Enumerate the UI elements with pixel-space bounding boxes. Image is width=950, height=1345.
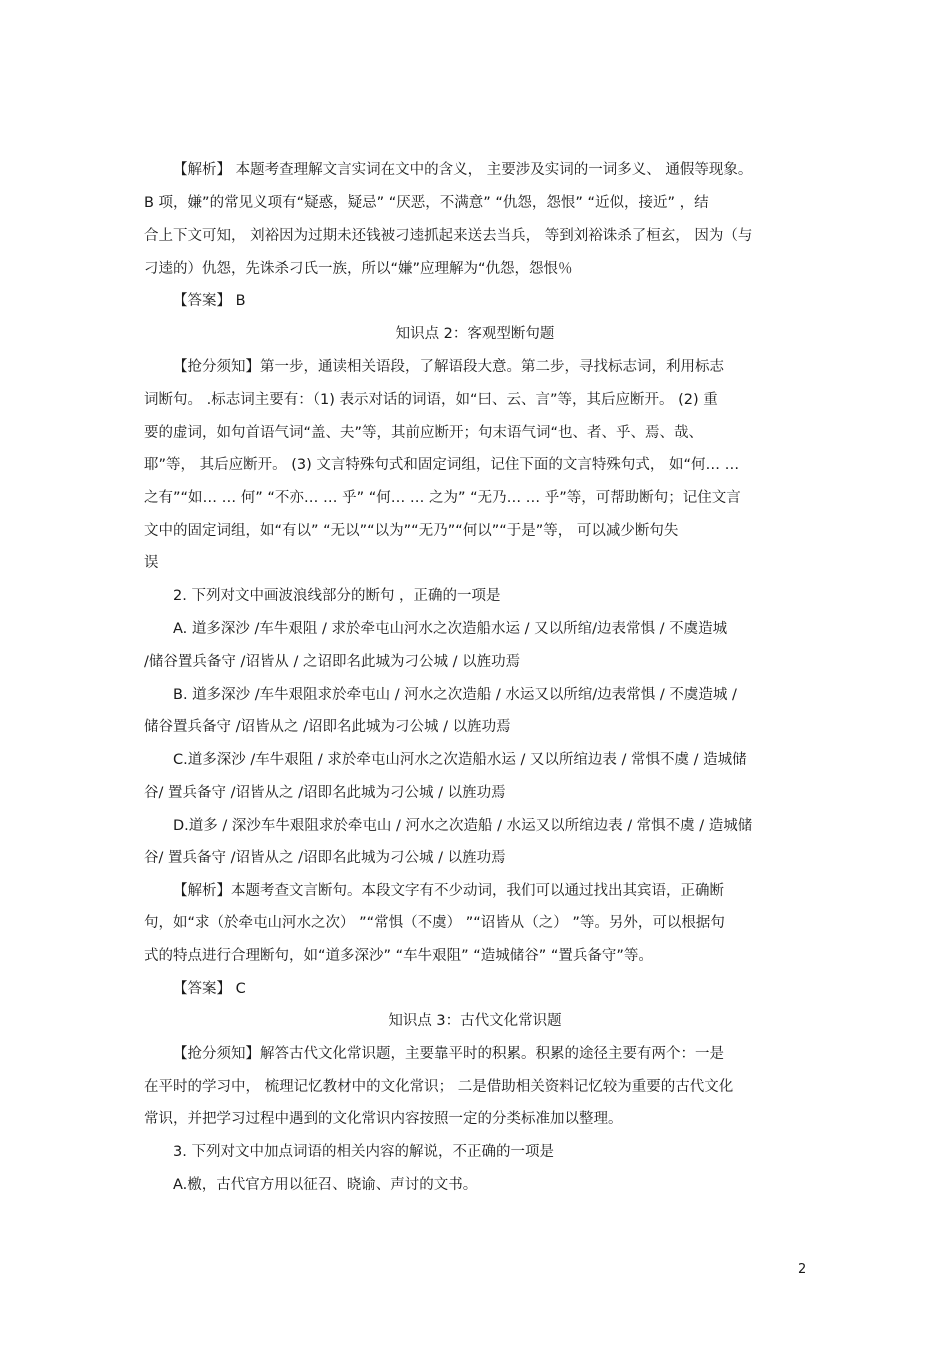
option-a: A.檄，古代官方用以征召、晓谕、声讨的文书。 [173, 1177, 478, 1193]
text-line: 在平时的学习中， 梳理记忆教材中的文化常识； 二是借助相关资料记忆较为重要的古代文化 [144, 1079, 734, 1095]
option-c: C.道多深沙 /车牛艰阻 / 求於牵屯山河水之次造船水运 / 又以所绾边表 / 常惧不虞 / 造城储 [173, 752, 747, 768]
text-line: 常识，并把学习过程中遇到的文化常识内容按照一定的分类标准加以整理。 [144, 1111, 623, 1127]
text-line: 【解析】本题考查文言断句。本段文字有不少动词，我们可以通过找出其宾语，正确断 [173, 883, 724, 899]
page-number: 2 [798, 1262, 807, 1277]
text-line: 合上下文可知， 刘裕因为过期未还钱被刁逵抓起来送去当兵， 等到刘裕诛杀了桓玄， 因为（与 [144, 228, 753, 244]
question-line: 2. 下列对文中画波浪线部分的断句 ，正确的一项是 [173, 588, 501, 604]
option-b-cont: 储谷置兵备守 /诏皆从之 /诏即名此城为刁公城 / 以旌功焉 [144, 719, 511, 735]
question-line: 3. 下列对文中加点词语的相关内容的解说，不正确的一项是 [173, 1144, 554, 1160]
option-a-cont: /储谷置兵备守 /诏皆从 / 之诏即名此城为刁公城 / 以旌功焉 [144, 654, 521, 670]
option-d-cont: 谷/ 置兵备守 /诏皆从之 /诏即名此城为刁公城 / 以旌功焉 [144, 850, 506, 866]
text-line: 之有”“如… … 何” “不亦… … 乎” “何… … 之为” “无乃… … 乎”等，可帮助断句；记住文言 [144, 490, 741, 506]
option-b: B. 道多深沙 /车牛艰阻求於牵屯山 / 河水之次造船 / 水运又以所绾/边表常惧 / 不虞造城 / [173, 687, 737, 703]
option-c-cont: 谷/ 置兵备守 /诏皆从之 /诏即名此城为刁公城 / 以旌功焉 [144, 785, 506, 801]
option-d: D.道多 / 深沙车牛艰阻求於牵屯山 / 河水之次造船 / 水运又以所绾边表 / 常惧不虞 / 造城储 [173, 818, 753, 834]
text-line: B 项，嫌”的常见义项有“疑惑，疑忌” “厌恶，不满意” “仇怨，怨恨” “近似，接近” ，结 [144, 195, 709, 211]
option-a: A. 道多深沙 /车牛艰阻 / 求於牵屯山河水之次造船水运 / 又以所绾/边表常惧 / 不虞造城 [173, 621, 728, 637]
text-line: 【抢分须知】解答古代文化常识题，主要靠平时的积累。积累的途径主要有两个：一是 [173, 1046, 724, 1062]
text-line: 文中的固定词组，如“有以” “无以”“以为”“无乃”“何以”“于是”等， 可以减少断句失 [144, 523, 679, 539]
text-line: 【解析】 本题考查理解文言实词在文中的含义， 主要涉及实词的一词多义、 通假等现象。 [173, 162, 753, 178]
text-line: 【抢分须知】第一步，通读相关语段，了解语段大意。第二步，寻找标志词，利用标志 [173, 359, 724, 375]
answer-line: 【答案】 C [173, 981, 246, 997]
answer-line: 【答案】 B [173, 293, 246, 309]
text-line: 式的特点进行合理断句，如“道多深沙” “车牛艰阻” “造城储谷” “置兵备守”等。 [144, 948, 653, 964]
text-line: 词断句。 .标志词主要有：（1) 表示对话的词语，如“曰、云、言”等，其后应断开。 (2) 重 [144, 392, 718, 408]
text-line: 耶”等， 其后应断开。 (3) 文言特殊句式和固定词组，记住下面的文言特殊句式， 如“何… … [144, 457, 740, 473]
text-line: 要的虚词，如句首语气词“盖、夫”等，其前应断开；句末语气词“也、者、乎、焉、哉、 [144, 425, 704, 441]
text-line: 刁逵的）仇怨，先诛杀刁氏一族，所以“嫌”应理解为“仇怨，怨恨％ [144, 261, 573, 277]
text-line: 误 [144, 555, 159, 571]
section-heading: 知识点 2：客观型断句题 [395, 326, 555, 342]
text-line: 句，如“求（於牵屯山河水之次） ”“常惧（不虞） ”“诏皆从（之） ”等。另外，可以根据句 [144, 915, 725, 931]
section-heading: 知识点 3：古代文化常识题 [388, 1013, 562, 1029]
